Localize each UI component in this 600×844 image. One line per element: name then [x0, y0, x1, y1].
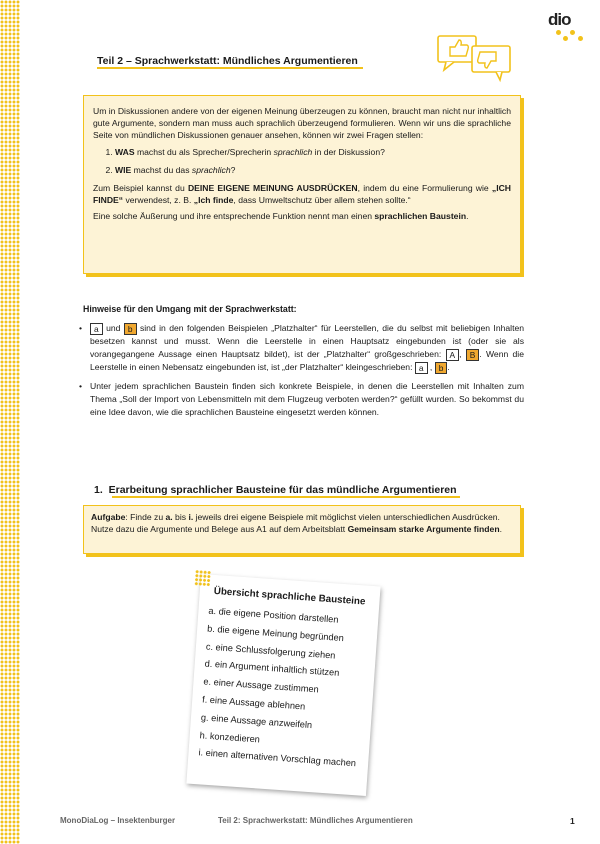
- placeholder-b: b: [124, 323, 137, 335]
- baustein-list: [198, 603, 367, 774]
- placeholder-b-small: b: [435, 362, 448, 374]
- card-heading: Übersicht sprachliche Bausteine: [213, 585, 366, 608]
- list-item: f. eine Aussage ablehnen: [201, 694, 306, 712]
- hinweis-platzhalter: • a und b sind in den folgenden Beispielen „Platzhalter“ für Leerstellen, die du selbst mit beliebigen Inhalten besetzen kannst und musst. Wenn die Leerstelle in einen Hauptsatz eingebunden ist (oder sie als vorangegangene Aussage einen Hauptsatz bildet), ist der „Platzhalter“ großgeschrieben: A , B . Wenn die Leerstelle in einen Nebensatz eingebunden ist, ist „der Platzhalter“ kleingeschrieben: a , b .: [78, 322, 524, 374]
- question-2: 2. WIE machst du das sprachlich?: [115, 164, 511, 176]
- section-underline: [112, 496, 460, 498]
- list-item: d. ein Argument inhaltlich stützen: [204, 658, 340, 679]
- baustein-overview-card: [186, 574, 380, 796]
- list-item: g. eine Aussage anzweifeln: [200, 712, 313, 730]
- placeholder-B: B: [466, 349, 480, 361]
- hinweise-list: [78, 322, 524, 425]
- hinweis-beispiele: • Unter jedem sprachlichen Baustein finden sich konkrete Beispiele, in denen die Leerstellen mit Inhalten zum Thema „Soll der Import von Lebensmitteln mit dem Flugzeug verboten werden?“ gefüllt wurden. So bekommst du eine Idee davon, wie die sprachlichen Bausteine eingesetzt werden können.: [78, 380, 524, 419]
- list-item: i. einen alternativen Vorschlag machen: [198, 747, 357, 769]
- hinweise-heading: Hinweise für den Umgang mit der Sprachwerkstatt:: [83, 304, 297, 314]
- intro-paragraph: Um in Diskussionen andere von der eigenen Meinung überzeugen zu können, braucht man nicht nur inhaltlich gute Argumente, sondern man muss auch sprachlich überzeugend formulieren. Wenn wir uns die sprachliche Seite von mündlichen Diskussionen genauer ansehen, können wir zwei Fragen stellen:: [93, 106, 512, 141]
- footer-left: MonoDiaLog – Insektenburger: [60, 816, 176, 825]
- list-item: c. eine Schlussfolgerung ziehen: [205, 641, 336, 661]
- thumbs-icons: [436, 32, 516, 84]
- footer-middle: Teil 2: Sprachwerkstatt: Mündliches Argumentieren: [218, 816, 413, 825]
- list-item: h. konzedieren: [199, 729, 261, 745]
- page-number: 1: [570, 816, 575, 826]
- page-title: Teil 2 – Sprachwerkstatt: Mündliches Argumentieren: [97, 55, 358, 67]
- placeholder-a: a: [90, 323, 103, 335]
- title-underline: [97, 67, 363, 69]
- task-box: Aufgabe: Finde zu a. bis i. jeweils drei eigene Beispiele mit möglichst vielen unterschiedlichen Ausdrücken. Nutze dazu die Argumente und Belege aus A1 auf dem Arbeitsblatt Gemeinsam starke Argumente finden.: [83, 505, 521, 554]
- intro-box: [83, 95, 521, 274]
- question-list: [93, 146, 511, 176]
- list-item: e. einer Aussage zustimmen: [203, 676, 319, 695]
- list-item: b. die eigene Meinung begründen: [206, 623, 345, 643]
- example-paragraph: Zum Beispiel kannst du DEINE EIGENE MEINUNG AUSDRÜCKEN, indem du eine Formulierung wie „ICH FINDE“ verwendest, z. B. „Ich finde, dass Umweltschutz über allem stehen sollte.“: [93, 183, 511, 206]
- list-item: a. die eigene Position darstellen: [208, 605, 339, 625]
- card-dots-decoration: [194, 570, 211, 587]
- thumbs-down-icon: [472, 46, 510, 80]
- placeholder-a-small: a: [415, 362, 428, 374]
- decorative-dot-strip: [0, 0, 20, 844]
- thumbs-up-icon: [438, 36, 476, 70]
- placeholder-A: A: [446, 349, 460, 361]
- dialog-logo: [548, 10, 588, 46]
- question-1: 1. WAS machst du als Sprecher/Sprecherin sprachlich in der Diskussion?: [115, 146, 511, 158]
- logo-text: dio: [548, 10, 571, 29]
- section-heading: 1. Erarbeitung sprachlicher Bausteine für das mündliche Argumentieren: [94, 484, 457, 496]
- baustein-definition: Eine solche Äußerung und ihre entsprechende Funktion nennt man einen sprachlichen Baustein.: [93, 211, 469, 222]
